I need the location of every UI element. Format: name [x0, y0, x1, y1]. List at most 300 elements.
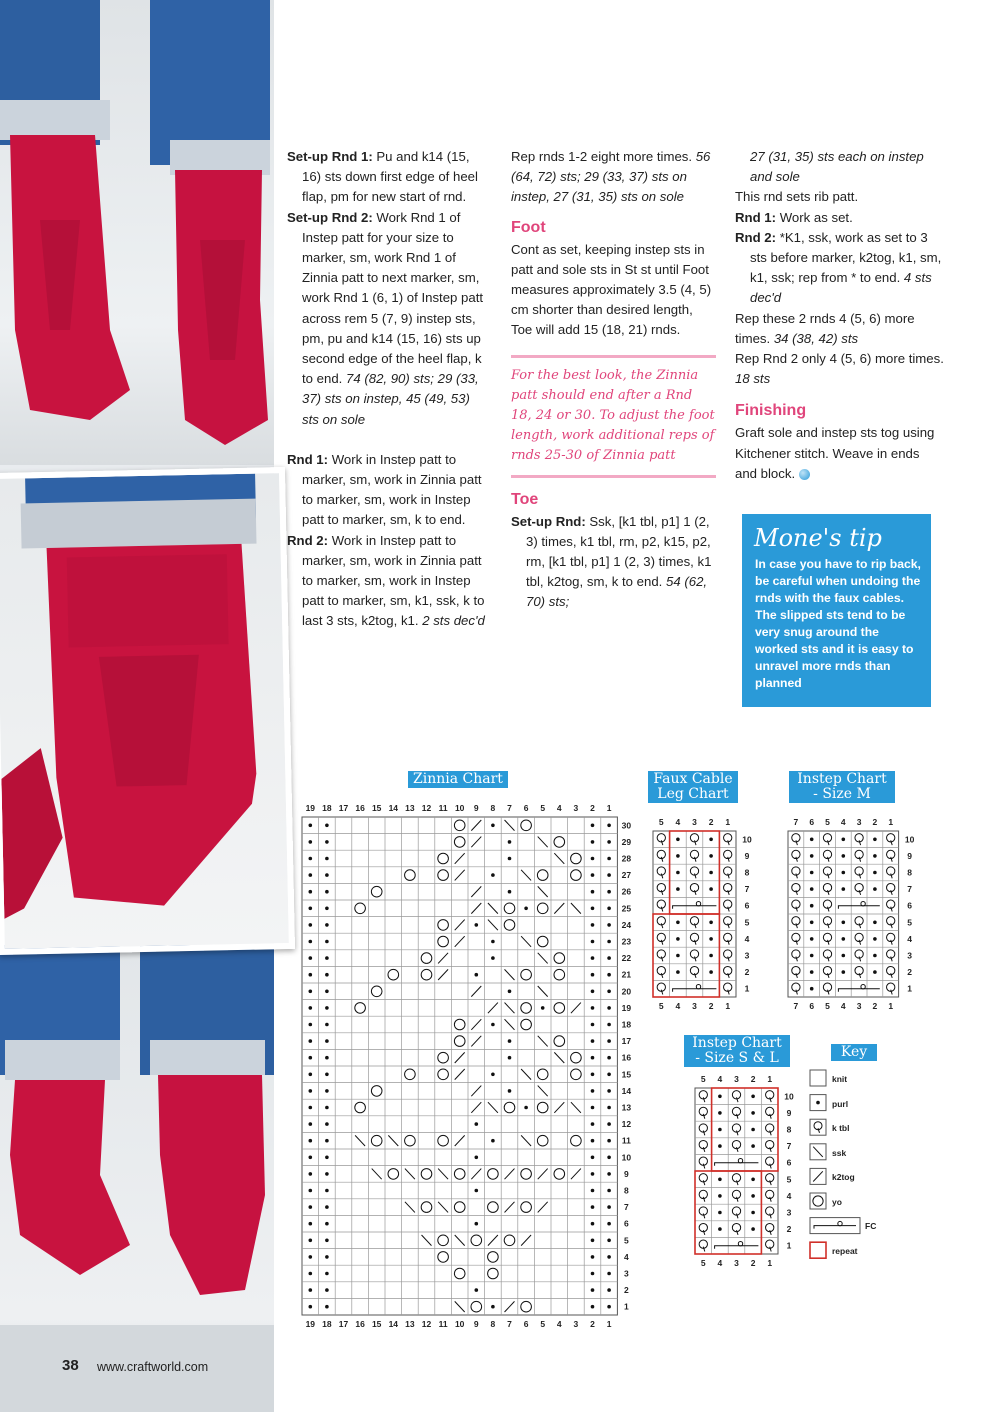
instep-sl [695, 1088, 778, 1254]
purl-symbol [751, 1111, 755, 1115]
k2tog-symbol [488, 1235, 498, 1246]
purl-symbol [309, 1006, 313, 1010]
zinnia-row-number: 28 [621, 853, 632, 864]
purl-symbol [591, 956, 595, 960]
purl-symbol [873, 871, 877, 875]
k2tog-symbol [471, 1102, 481, 1113]
purl-symbol [810, 987, 814, 991]
purl-symbol [309, 1139, 313, 1143]
yo-symbol [571, 1052, 582, 1063]
ktbl-symbol-tail [728, 990, 730, 995]
key-swatch [810, 1144, 826, 1160]
faux-cable-row-number: 7 [744, 884, 750, 895]
ktbl-symbol [724, 966, 732, 974]
instep-sl-fc-symbol [715, 1163, 759, 1166]
ssk-symbol [405, 1169, 415, 1180]
faux-cable-row-number: 5 [744, 917, 750, 928]
ktbl-symbol-tail [737, 1147, 739, 1152]
yo-symbol [571, 1135, 582, 1146]
faux-cable-row-number: 1 [744, 983, 750, 994]
purl-symbol [810, 970, 814, 974]
purl-symbol [718, 1144, 722, 1148]
purl-symbol [607, 1205, 611, 1209]
ssk-symbol [538, 886, 548, 897]
k2tog-symbol [488, 1003, 498, 1014]
purl-symbol [309, 1222, 313, 1226]
purl-symbol [591, 1205, 595, 1209]
purl-symbol [325, 873, 329, 877]
ktbl-symbol-tail [796, 840, 798, 845]
rnd-2-label: Rnd 2: [287, 532, 329, 548]
ktbl-symbol [887, 950, 895, 958]
zinnia-col-number: 12 [421, 803, 432, 813]
yo-symbol [438, 1069, 449, 1080]
purl-symbol [816, 1101, 820, 1105]
instep-sl-col-number: 3 [734, 1074, 739, 1084]
purl-symbol [751, 1194, 755, 1198]
key-repeat-label: repeat [832, 1246, 858, 1256]
ktbl-symbol [823, 834, 831, 842]
purl-symbol [607, 1189, 611, 1193]
zinnia-chart-title: Zinnia Chart [408, 771, 508, 788]
photo-column [0, 0, 274, 1412]
ktbl-symbol-tail [695, 874, 697, 879]
purl-symbol [607, 1305, 611, 1309]
k2tog-symbol [571, 1169, 581, 1180]
purl-symbol [842, 871, 846, 875]
zinnia-col-number: 19 [305, 803, 316, 813]
zinnia-col-number: 1 [606, 803, 612, 813]
yo-symbol [537, 1069, 548, 1080]
ktbl-symbol [823, 917, 831, 925]
zinnia-col-number: 5 [540, 803, 546, 813]
faux-cable-col-number: 3 [692, 817, 697, 827]
ktbl-symbol-tail [859, 923, 861, 928]
ktbl-symbol-tail [828, 957, 830, 962]
purl-symbol [325, 1122, 329, 1126]
k2tog-symbol [471, 837, 481, 848]
faux-cable-row-number: 3 [744, 950, 750, 961]
purl-symbol [607, 1288, 611, 1292]
purl-symbol [325, 1189, 329, 1193]
tip-text: In case you have to rip back, be careful when undoing the rnds with the faux cables. The slipped sts tend to be very snug around the worked sts and it is easy to unravel more rnds than planned [755, 557, 921, 690]
ktbl-symbol-tail [891, 990, 893, 995]
purl-symbol [873, 970, 877, 974]
faux-title-line-2: Leg Chart [657, 786, 729, 802]
zinnia-row-number: 14 [621, 1085, 632, 1096]
ssk-symbol [422, 1235, 432, 1246]
ktbl-symbol [699, 1140, 707, 1148]
ktbl-symbol [766, 1157, 774, 1165]
faux-cable-fc-symbol-loop [696, 985, 700, 989]
ktbl-symbol-tail [661, 940, 663, 945]
faux-cable-row-number: 10 [742, 834, 752, 845]
ktbl-symbol [792, 950, 800, 958]
purl-symbol [309, 1073, 313, 1077]
yo-symbol [521, 969, 532, 980]
purl-symbol [524, 1106, 528, 1110]
ktbl-symbol [766, 1174, 774, 1182]
instep-m [788, 831, 899, 997]
yo-symbol [454, 1019, 465, 1030]
ktbl-symbol [699, 1174, 707, 1182]
purl-symbol [475, 1156, 479, 1160]
ktbl-symbol-tail [737, 1214, 739, 1219]
instep-m-col-number: 7 [793, 817, 799, 827]
purl-symbol [709, 937, 713, 941]
ktbl-symbol [690, 950, 698, 958]
ktbl-symbol [887, 900, 895, 908]
purl-symbol [709, 871, 713, 875]
tip-note: For the best look, the Zinnia patt should end after a Rnd 18, 24 or 30. To adjust the foot length, work additional reps of rnds 25-30 of Zinnia patt [511, 367, 715, 464]
ktbl-symbol [657, 900, 665, 908]
yo-symbol [537, 1135, 548, 1146]
ktbl-symbol [855, 850, 863, 858]
ktbl-symbol-tail [828, 973, 830, 978]
zinnia-row-number: 1 [624, 1301, 629, 1312]
ktbl-symbol-tail [661, 890, 663, 895]
purl-symbol [676, 854, 680, 858]
ssk-symbol [405, 1202, 415, 1213]
purl-symbol [842, 921, 846, 925]
purl-symbol [309, 1089, 313, 1093]
purl-symbol [541, 1006, 545, 1010]
ktbl-symbol [855, 867, 863, 875]
ktbl-symbol [690, 933, 698, 941]
instep-sl-row-number: 4 [786, 1190, 792, 1201]
ssk-symbol [505, 820, 515, 831]
yo-symbol [405, 870, 416, 881]
purl-symbol [810, 921, 814, 925]
ssk-symbol [521, 936, 531, 947]
yarn-ball-icon [799, 469, 810, 480]
purl-symbol [325, 907, 329, 911]
yo-symbol [388, 969, 399, 980]
zinnia-row-number: 2 [624, 1285, 629, 1296]
instep-m-fc-symbol [838, 906, 879, 909]
setup-rnd-2-label: Set-up Rnd 2: [287, 209, 373, 225]
yo-symbol [454, 1036, 465, 1047]
ktbl-symbol [823, 883, 831, 891]
instep-sl-row-number: 6 [786, 1157, 792, 1168]
ktbl-symbol [823, 933, 831, 941]
purl-symbol [607, 907, 611, 911]
purl-symbol [325, 1255, 329, 1259]
zinnia-col-number: 16 [355, 1319, 365, 1329]
ktbl-symbol [823, 983, 831, 991]
purl-symbol [475, 923, 479, 927]
key-fc-label: FC [865, 1221, 877, 1231]
ktbl-symbol [732, 1140, 740, 1148]
purl-symbol [325, 1039, 329, 1043]
k2tog-symbol [471, 1019, 481, 1030]
ktbl-symbol-tail [770, 1164, 772, 1169]
instep-sl-row-number: 1 [786, 1240, 792, 1251]
yo-symbol [537, 870, 548, 881]
ktbl-symbol [766, 1107, 774, 1115]
ssk-symbol [554, 853, 564, 864]
purl-symbol [309, 1039, 313, 1043]
purl-symbol [607, 940, 611, 944]
zinnia-col-number: 6 [523, 803, 529, 813]
ssk-symbol [521, 1135, 531, 1146]
zinnia-col-number: 6 [523, 1319, 529, 1329]
purl-symbol [709, 921, 713, 925]
purl-symbol [607, 990, 611, 994]
ktbl-symbol [657, 834, 665, 842]
faux-cable-col-number: 2 [708, 817, 714, 827]
yo-symbol [813, 1196, 823, 1206]
purl-symbol [508, 990, 512, 994]
ktbl-symbol-tail [703, 1147, 705, 1152]
ktbl-symbol-tail [695, 957, 697, 962]
purl-symbol [309, 923, 313, 927]
purl-symbol [607, 1272, 611, 1276]
ktbl-symbol-tail [828, 857, 830, 862]
zinnia-col-number: 7 [507, 803, 512, 813]
purl-symbol [325, 840, 329, 844]
k2tog-symbol [471, 1086, 481, 1097]
purl-symbol [591, 1239, 595, 1243]
ktbl-symbol [792, 983, 800, 991]
ktbl-symbol-tail [891, 874, 893, 879]
zinnia-row-number: 19 [621, 1002, 632, 1013]
purl-symbol [309, 1305, 313, 1309]
ktbl-symbol-tail [891, 923, 893, 928]
ktbl-symbol [855, 883, 863, 891]
tip-box [742, 514, 931, 707]
key-knit-label: knit [832, 1074, 848, 1084]
ssk-symbol [538, 953, 548, 964]
instep-m-row-number: 2 [907, 967, 912, 978]
ssk-symbol [488, 920, 498, 931]
k2tog-symbol [521, 1235, 531, 1246]
ssk-symbol [355, 1135, 365, 1146]
yo-symbol [571, 870, 582, 881]
key-swatch [810, 1168, 826, 1184]
instep-m-col-number: 1 [888, 817, 894, 827]
purl-symbol [591, 940, 595, 944]
zinnia-col-number: 8 [490, 1319, 496, 1329]
instep-m-row-number: 1 [907, 983, 912, 994]
yo-symbol [438, 1235, 449, 1246]
instep-m-row-number: 3 [907, 950, 912, 961]
k2tog-symbol [438, 953, 448, 964]
zinnia-row-number: 17 [621, 1036, 632, 1047]
faux-cable-fc-symbol-loop [696, 902, 700, 906]
purl-symbol [607, 956, 611, 960]
toe-heading: Toe [511, 490, 539, 508]
ktbl-symbol-tail [728, 973, 730, 978]
zinnia-col-number: 10 [454, 1319, 465, 1329]
k2tog-symbol [471, 886, 481, 897]
instep-sl-row-number: 10 [784, 1091, 794, 1102]
purl-symbol [475, 1222, 479, 1226]
zinnia-row-number: 7 [624, 1202, 629, 1213]
ktbl-symbol-tail [728, 857, 730, 862]
yo-symbol [504, 920, 515, 931]
zinnia-grid [302, 817, 617, 1315]
purl-symbol [491, 1305, 495, 1309]
ktbl-symbol [823, 867, 831, 875]
purl-symbol [607, 1056, 611, 1060]
yo-symbol [571, 1069, 582, 1080]
faux-cable-row-number: 4 [744, 933, 750, 944]
purl-symbol [709, 854, 713, 858]
ssk-symbol [438, 1169, 448, 1180]
zinnia-col-number: 15 [371, 1319, 382, 1329]
ktbl-symbol [792, 900, 800, 908]
yo-symbol [537, 936, 548, 947]
instep-sl-fc-symbol-loop [738, 1159, 742, 1163]
setup-rnd-1 [287, 147, 487, 208]
ktbl-symbol-tail [703, 1114, 705, 1119]
purl-symbol [873, 937, 877, 941]
instep-m-row-number: 6 [907, 900, 912, 911]
instep-m-col-number: 2 [872, 1001, 878, 1011]
zinnia-col-number: 13 [405, 803, 415, 813]
zinnia-col-number: 18 [322, 803, 332, 813]
ktbl-symbol-tail [661, 973, 663, 978]
yo-symbol [454, 820, 465, 831]
purl-symbol [607, 840, 611, 844]
yo-symbol [371, 1135, 382, 1146]
key-fc-symbol [814, 1226, 856, 1229]
k2tog-symbol [455, 1052, 465, 1063]
ktbl-symbol-tail [728, 940, 730, 945]
k2tog-symbol [813, 1171, 823, 1181]
ktbl-symbol [823, 900, 831, 908]
ktbl-symbol-tail [770, 1197, 772, 1202]
instep-sl-title-line-1: Instep Chart [692, 1035, 782, 1051]
ktbl-symbol [657, 966, 665, 974]
purl-symbol [718, 1178, 722, 1182]
purl-symbol [325, 1156, 329, 1160]
ktbl-symbol [792, 917, 800, 925]
ktbl-symbol-tail [859, 940, 861, 945]
yo-symbol [488, 1268, 499, 1279]
k2tog-symbol [471, 1169, 481, 1180]
instep-sl-chart-title [684, 1035, 790, 1067]
ktbl-symbol-tail [891, 940, 893, 945]
purl-symbol [842, 970, 846, 974]
yo-symbol [521, 1169, 532, 1180]
yo-symbol [504, 903, 515, 914]
toe-rnd-2 [735, 228, 945, 309]
ktbl-symbol [766, 1240, 774, 1248]
instep-sl-fc-symbol-loop [738, 1242, 742, 1246]
purl-symbol [607, 1239, 611, 1243]
ktbl-symbol [766, 1223, 774, 1231]
instep-sl-row-number: 8 [786, 1124, 792, 1135]
ktbl-symbol-tail [859, 840, 861, 845]
k2tog-symbol [571, 1003, 581, 1014]
purl-symbol [810, 854, 814, 858]
ktbl-symbol-tail [796, 940, 798, 945]
faux-cable-row-number: 2 [744, 967, 750, 978]
zinnia-col-number: 14 [388, 803, 399, 813]
ktbl-symbol [887, 917, 895, 925]
ssk-symbol [488, 1102, 498, 1113]
yo-symbol [554, 1036, 565, 1047]
zinnia-col-number: 1 [606, 1319, 612, 1329]
instep-m-fc-symbol-loop [861, 985, 865, 989]
rep-rnds-count: 56 (64, 72) sts; 29 (33, 37) sts on instep, 27 (31, 35) sts on sole [511, 149, 711, 205]
ktbl-symbol-tail [770, 1230, 772, 1235]
purl-symbol [591, 857, 595, 861]
purl-symbol [591, 923, 595, 927]
instep-m-col-number: 6 [809, 817, 815, 827]
purl-symbol [607, 1172, 611, 1176]
ktbl-symbol-tail [728, 907, 730, 912]
purl-symbol [607, 973, 611, 977]
instep-sl-col-number: 3 [734, 1258, 739, 1268]
purl-symbol [842, 954, 846, 958]
purl-symbol [309, 940, 313, 944]
yo-symbol [421, 1202, 432, 1213]
ktbl-symbol [732, 1223, 740, 1231]
ktbl-symbol [887, 883, 895, 891]
ktbl-symbol-tail [796, 973, 798, 978]
yo-symbol [421, 1169, 432, 1180]
purl-symbol [491, 956, 495, 960]
ktbl-symbol-tail [661, 840, 663, 845]
purl-symbol [607, 1023, 611, 1027]
ktbl-symbol [690, 834, 698, 842]
ktbl-symbol-tail [796, 890, 798, 895]
toe-setup [511, 512, 716, 613]
yo-symbol [488, 1169, 499, 1180]
zinnia-col-number: 2 [590, 1319, 595, 1329]
purl-symbol [508, 1089, 512, 1093]
toe-setup-count: 54 (62, 70) sts; [526, 574, 708, 610]
purl-symbol [591, 1156, 595, 1160]
zinnia-row-number: 6 [624, 1218, 629, 1229]
instep-m-row-number: 9 [907, 850, 912, 861]
purl-symbol [718, 1211, 722, 1215]
purl-symbol [591, 1056, 595, 1060]
ktbl-symbol-tail [703, 1097, 705, 1102]
zinnia-row-number: 11 [621, 1135, 631, 1146]
ktbl-symbol [724, 933, 732, 941]
purl-symbol [325, 1305, 329, 1309]
ktbl-symbol-tail [818, 1128, 820, 1133]
ktbl-symbol [724, 950, 732, 958]
ktbl-symbol-tail [661, 957, 663, 962]
instep-sl-col-number: 1 [767, 1074, 773, 1084]
purl-symbol [591, 1305, 595, 1309]
rnd-1-label: Rnd 1: [287, 451, 329, 467]
ktbl-symbol [732, 1124, 740, 1132]
purl-symbol [751, 1178, 755, 1182]
purl-symbol [607, 824, 611, 828]
ktbl-symbol-tail [695, 857, 697, 862]
zinnia-col-number: 17 [338, 1319, 349, 1329]
instep-sl-row-number: 9 [786, 1107, 792, 1118]
yo-symbol [355, 1003, 366, 1014]
k2tog-symbol [505, 1301, 515, 1312]
sock-photo-bottom [0, 945, 274, 1412]
ktbl-symbol-tail [796, 857, 798, 862]
setup-rnd-1-label: Set-up Rnd 1: [287, 149, 373, 164]
purl-symbol [309, 907, 313, 911]
yo-symbol [554, 953, 565, 964]
key-fc-swatch [810, 1218, 860, 1234]
zinnia-row-number: 27 [621, 870, 632, 881]
yo-symbol [355, 1102, 366, 1113]
instep-m-title-line-2: - Size M [813, 786, 871, 802]
purl-symbol [607, 923, 611, 927]
